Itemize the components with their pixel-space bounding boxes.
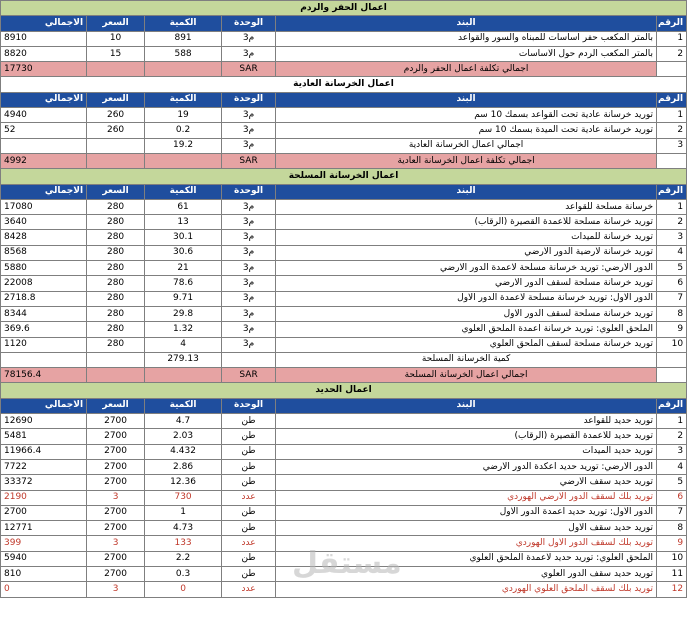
cell-total[interactable]: 22008 xyxy=(1,276,87,291)
cell-price[interactable]: 2700 xyxy=(87,459,145,474)
subtotal-row xyxy=(1,352,687,367)
cell-qty[interactable]: 4.432 xyxy=(145,444,222,459)
cell-qty[interactable] xyxy=(145,62,222,77)
section-title[interactable]: اعمال الحديد xyxy=(1,383,687,398)
cell-num[interactable]: 2 xyxy=(657,429,687,444)
section-title[interactable]: اعمال الحفر والردم xyxy=(1,1,687,16)
cell-total[interactable]: 8910 xyxy=(1,31,87,46)
column-header-row xyxy=(1,398,687,413)
cell-item[interactable]: توريد بلك لسقف الدور الارضي الهوردي xyxy=(276,490,657,505)
cell-unit[interactable]: م3 xyxy=(222,306,276,321)
cell-num[interactable]: 11 xyxy=(657,566,687,581)
table-row xyxy=(1,123,687,138)
cell-unit[interactable]: طن xyxy=(222,475,276,490)
header-unit[interactable]: الوحدة xyxy=(222,398,276,413)
cell-total[interactable]: 1120 xyxy=(1,337,87,352)
header-total[interactable]: الاجمالي xyxy=(1,16,87,31)
cell-num[interactable]: 12 xyxy=(657,582,687,597)
cell-total[interactable]: 12690 xyxy=(1,414,87,429)
cell-item[interactable]: توريد بلك لسقف الدور الاول الهوردي xyxy=(276,536,657,551)
header-item[interactable]: البند xyxy=(276,92,657,107)
cell-price[interactable] xyxy=(87,153,145,168)
cell-qty[interactable]: 588 xyxy=(145,46,222,61)
table-row xyxy=(1,108,687,123)
grand-total-row xyxy=(1,62,687,77)
header-num[interactable]: الرقم xyxy=(657,92,687,107)
section-title[interactable]: اعمال الخرسانة المسلحة xyxy=(1,169,687,184)
cell-qty[interactable]: 1.32 xyxy=(145,322,222,337)
cell-num[interactable]: 10 xyxy=(657,337,687,352)
cell-qty[interactable]: 0.3 xyxy=(145,566,222,581)
cell-price[interactable] xyxy=(87,62,145,77)
cell-total[interactable]: 8820 xyxy=(1,46,87,61)
cell-total[interactable]: 8344 xyxy=(1,306,87,321)
cell-unit[interactable]: طن xyxy=(222,459,276,474)
cell-item[interactable]: توريد خرسانة لارضية الدور الارضي xyxy=(276,245,657,260)
cell-total[interactable]: 4940 xyxy=(1,108,87,123)
cell-price[interactable]: 2700 xyxy=(87,444,145,459)
section-title-row xyxy=(1,383,687,398)
cell-num[interactable]: 4 xyxy=(657,459,687,474)
cell-num[interactable]: 5 xyxy=(657,475,687,490)
cell-qty[interactable]: 0.2 xyxy=(145,123,222,138)
cell-qty[interactable]: 133 xyxy=(145,536,222,551)
cell-num[interactable]: 2 xyxy=(657,46,687,61)
table-row xyxy=(1,46,687,61)
header-num[interactable]: الرقم xyxy=(657,398,687,413)
cell-item[interactable]: توريد خرسانة مسلحة لسقف الملحق العلوي xyxy=(276,337,657,352)
cell-price[interactable]: 280 xyxy=(87,245,145,260)
table-row xyxy=(1,582,687,597)
column-header-row xyxy=(1,184,687,199)
header-price[interactable]: السعر xyxy=(87,16,145,31)
cell-item[interactable]: الدور الارضي: توريد خرسانة مسلحة لاعمدة الدور الارضي xyxy=(276,261,657,276)
table-row xyxy=(1,261,687,276)
section-title-row xyxy=(1,77,687,92)
cell-qty[interactable]: 4.7 xyxy=(145,414,222,429)
cell-total[interactable]: 5940 xyxy=(1,551,87,566)
cell-total[interactable]: 810 xyxy=(1,566,87,581)
cell-item[interactable]: خرسانة مسلحة للقواعد xyxy=(276,199,657,214)
table-row xyxy=(1,199,687,214)
cell-item[interactable]: الملحق العلوي: توريد خرسانة اعمدة الملحق العلوي xyxy=(276,322,657,337)
cell-item[interactable]: توريد بلك لسقف الملحق العلوي الهوردي xyxy=(276,582,657,597)
table-row xyxy=(1,337,687,352)
cell-unit[interactable] xyxy=(222,352,276,367)
cell-qty[interactable]: 1 xyxy=(145,505,222,520)
cell-num[interactable]: 8 xyxy=(657,306,687,321)
cell-item[interactable]: توريد حديد الميدات xyxy=(276,444,657,459)
cell-price[interactable]: 2700 xyxy=(87,551,145,566)
table-row xyxy=(1,230,687,245)
cell-qty[interactable]: 2.03 xyxy=(145,429,222,444)
cell-unit[interactable]: م3 xyxy=(222,322,276,337)
cell-total[interactable]: 0 xyxy=(1,582,87,597)
cell-price[interactable]: 2700 xyxy=(87,521,145,536)
section-title-row xyxy=(1,169,687,184)
cell-total[interactable]: 8428 xyxy=(1,230,87,245)
header-total[interactable]: الاجمالي xyxy=(1,398,87,413)
cell-item[interactable]: توريد خرسانة مسلحة لسقف الدور الاول xyxy=(276,306,657,321)
cell-price[interactable] xyxy=(87,368,145,383)
header-total[interactable]: الاجمالي xyxy=(1,184,87,199)
cell-price[interactable]: 10 xyxy=(87,31,145,46)
cell-unit[interactable]: طن xyxy=(222,414,276,429)
cell-total[interactable]: 369.6 xyxy=(1,322,87,337)
column-header-row xyxy=(1,92,687,107)
cell-unit[interactable]: م3 xyxy=(222,138,276,153)
cell-total[interactable]: 2718.8 xyxy=(1,291,87,306)
cell-item[interactable]: اجمالي اعمال الخرسانة العادية xyxy=(276,138,657,153)
cell-item[interactable]: توريد خرسانة مسلحة لسقف الدور الارضي xyxy=(276,276,657,291)
cell-num[interactable]: 1 xyxy=(657,31,687,46)
cell-qty[interactable]: 9.71 xyxy=(145,291,222,306)
cell-price[interactable]: 280 xyxy=(87,291,145,306)
table-row xyxy=(1,444,687,459)
cell-num[interactable] xyxy=(657,368,687,383)
cell-total[interactable]: 2190 xyxy=(1,490,87,505)
header-item[interactable]: البند xyxy=(276,398,657,413)
cell-item[interactable]: توريد حديد سقف الدور العلوي xyxy=(276,566,657,581)
cell-unit[interactable]: م3 xyxy=(222,108,276,123)
cell-item[interactable]: توريد خرسانة عادية تحت الميدة بسمك 10 سم xyxy=(276,123,657,138)
cell-price[interactable]: 260 xyxy=(87,123,145,138)
cell-qty[interactable] xyxy=(145,153,222,168)
cell-num[interactable]: 9 xyxy=(657,322,687,337)
cell-item[interactable]: توريد حديد سقف الارضي xyxy=(276,475,657,490)
grand-total-value[interactable]: 17730 xyxy=(1,62,87,77)
cell-total[interactable]: 7722 xyxy=(1,459,87,474)
cell-qty[interactable]: 4 xyxy=(145,337,222,352)
cell-item[interactable]: توريد خرسانة مسلحة للاعمدة القصيرة (الرقاب) xyxy=(276,215,657,230)
header-total[interactable]: الاجمالي xyxy=(1,92,87,107)
watermark-logo: مستقل xyxy=(292,546,402,581)
cell-qty[interactable]: 29.8 xyxy=(145,306,222,321)
header-item[interactable]: البند xyxy=(276,184,657,199)
cell-price[interactable] xyxy=(87,352,145,367)
cell-qty[interactable]: 12.36 xyxy=(145,475,222,490)
cell-unit[interactable]: م3 xyxy=(222,245,276,260)
cell-item[interactable]: توريد خرسانة عادية تحت القواعد بسمك 10 سم xyxy=(276,108,657,123)
grand-total-label[interactable]: اجمالي اعمال الخرسانة المسلحة xyxy=(276,368,657,383)
table-body xyxy=(1,1,687,598)
cell-total[interactable]: 52 xyxy=(1,123,87,138)
cell-total[interactable]: 2700 xyxy=(1,505,87,520)
table-row xyxy=(1,505,687,520)
cell-price[interactable]: 280 xyxy=(87,337,145,352)
cell-unit[interactable]: عدد xyxy=(222,490,276,505)
cell-price[interactable]: 280 xyxy=(87,199,145,214)
header-price[interactable]: السعر xyxy=(87,184,145,199)
header-item[interactable]: البند xyxy=(276,16,657,31)
cell-qty[interactable]: 30.6 xyxy=(145,245,222,260)
cell-total[interactable]: 33372 xyxy=(1,475,87,490)
cell-num[interactable] xyxy=(657,62,687,77)
cell-qty[interactable]: 19.2 xyxy=(145,138,222,153)
cell-price[interactable]: 3 xyxy=(87,490,145,505)
header-qty[interactable]: الكمية xyxy=(145,184,222,199)
cell-price[interactable]: 15 xyxy=(87,46,145,61)
cell-num[interactable]: 5 xyxy=(657,261,687,276)
cell-item[interactable]: بالمتر المكعب الردم حول الاساسات xyxy=(276,46,657,61)
cell-total[interactable]: 5880 xyxy=(1,261,87,276)
cell-unit[interactable]: م3 xyxy=(222,46,276,61)
grand-total-label[interactable]: اجمالي تكلفة اعمال الحفر والردم xyxy=(276,62,657,77)
cell-price[interactable] xyxy=(87,138,145,153)
cell-qty[interactable]: 730 xyxy=(145,490,222,505)
cell-num[interactable] xyxy=(657,153,687,168)
cell-price[interactable]: 2700 xyxy=(87,475,145,490)
header-num[interactable]: الرقم xyxy=(657,184,687,199)
header-unit[interactable]: الوحدة xyxy=(222,184,276,199)
cell-qty[interactable]: 4.73 xyxy=(145,521,222,536)
table-row xyxy=(1,459,687,474)
cell-price[interactable]: 2700 xyxy=(87,414,145,429)
table-row xyxy=(1,306,687,321)
grand-total-label[interactable]: اجمالي تكلفة اعمال الخرسانة العادية xyxy=(276,153,657,168)
cell-num[interactable]: 1 xyxy=(657,414,687,429)
header-unit[interactable]: الوحدة xyxy=(222,92,276,107)
cell-price[interactable]: 280 xyxy=(87,306,145,321)
cell-total[interactable]: 11966.4 xyxy=(1,444,87,459)
table-row xyxy=(1,31,687,46)
cell-qty[interactable]: 2.86 xyxy=(145,459,222,474)
cell-qty[interactable] xyxy=(145,368,222,383)
header-qty[interactable]: الكمية xyxy=(145,92,222,107)
cell-price[interactable]: 3 xyxy=(87,536,145,551)
cell-qty[interactable]: 30.1 xyxy=(145,230,222,245)
table-row xyxy=(1,276,687,291)
cell-qty[interactable]: 61 xyxy=(145,199,222,214)
cell-total[interactable]: 8568 xyxy=(1,245,87,260)
cell-price[interactable]: 280 xyxy=(87,215,145,230)
cell-total[interactable] xyxy=(1,352,87,367)
table-row xyxy=(1,521,687,536)
cell-unit[interactable]: م3 xyxy=(222,215,276,230)
cell-num[interactable]: 2 xyxy=(657,123,687,138)
cell-item[interactable]: كمية الخرسانة المسلحة xyxy=(276,352,657,367)
cell-item[interactable]: الملحق العلوي: توريد حديد لاعمدة الملحق العلوي xyxy=(276,551,657,566)
grand-total-value[interactable]: 78156.4 xyxy=(1,368,87,383)
cell-qty[interactable]: 0 xyxy=(145,582,222,597)
cell-item[interactable]: توريد حديد سقف الاول xyxy=(276,521,657,536)
currency-label[interactable]: SAR xyxy=(222,368,276,383)
cell-num[interactable]: 9 xyxy=(657,536,687,551)
cell-unit[interactable]: م3 xyxy=(222,276,276,291)
cell-num[interactable]: 1 xyxy=(657,199,687,214)
cell-item[interactable]: توريد خرسانة للميدات xyxy=(276,230,657,245)
grand-total-value[interactable]: 4992 xyxy=(1,153,87,168)
cell-unit[interactable]: طن xyxy=(222,551,276,566)
cell-num[interactable]: 6 xyxy=(657,276,687,291)
cell-unit[interactable]: عدد xyxy=(222,536,276,551)
cell-num[interactable]: 7 xyxy=(657,291,687,306)
cell-item[interactable]: الدور الاول: توريد خرسانة مسلحة لاعمدة الدور الاول xyxy=(276,291,657,306)
cell-total[interactable]: 12771 xyxy=(1,521,87,536)
cell-unit[interactable]: م3 xyxy=(222,31,276,46)
cell-qty[interactable]: 2.2 xyxy=(145,551,222,566)
cell-unit[interactable]: طن xyxy=(222,521,276,536)
table-row xyxy=(1,551,687,566)
cell-qty[interactable]: 78.6 xyxy=(145,276,222,291)
cell-item[interactable]: الدور الارضي: توريد حديد اعكدة الدور الارضي xyxy=(276,459,657,474)
table-row xyxy=(1,245,687,260)
cell-unit[interactable]: م3 xyxy=(222,199,276,214)
cell-unit[interactable]: م3 xyxy=(222,261,276,276)
header-unit[interactable]: الوحدة xyxy=(222,16,276,31)
cell-price[interactable]: 280 xyxy=(87,276,145,291)
cell-total[interactable]: 17080 xyxy=(1,199,87,214)
cell-price[interactable]: 2700 xyxy=(87,566,145,581)
cell-unit[interactable]: م3 xyxy=(222,123,276,138)
header-qty[interactable]: الكمية xyxy=(145,398,222,413)
cell-num[interactable]: 3 xyxy=(657,138,687,153)
cell-total[interactable]: 5481 xyxy=(1,429,87,444)
cell-item[interactable]: بالمتر المكعب حفر اساسات للمبناه والسور والقواعد xyxy=(276,31,657,46)
cell-total[interactable]: 399 xyxy=(1,536,87,551)
cell-num[interactable]: 2 xyxy=(657,215,687,230)
cell-unit[interactable]: طن xyxy=(222,429,276,444)
grand-total-row xyxy=(1,368,687,383)
section-title-row xyxy=(1,1,687,16)
table-row xyxy=(1,475,687,490)
cell-qty[interactable]: 891 xyxy=(145,31,222,46)
column-header-row xyxy=(1,16,687,31)
table-row xyxy=(1,215,687,230)
cell-num[interactable]: 1 xyxy=(657,108,687,123)
cell-qty[interactable]: 13 xyxy=(145,215,222,230)
table-row xyxy=(1,291,687,306)
table-row xyxy=(1,566,687,581)
cell-price[interactable]: 260 xyxy=(87,108,145,123)
cell-price[interactable]: 280 xyxy=(87,230,145,245)
cell-num[interactable]: 4 xyxy=(657,245,687,260)
cell-num[interactable]: 6 xyxy=(657,490,687,505)
cell-unit[interactable]: م3 xyxy=(222,291,276,306)
cell-num[interactable]: 7 xyxy=(657,505,687,520)
cell-num[interactable] xyxy=(657,352,687,367)
header-price[interactable]: السعر xyxy=(87,398,145,413)
currency-label[interactable]: SAR xyxy=(222,62,276,77)
header-price[interactable]: السعر xyxy=(87,92,145,107)
cell-qty[interactable]: 19 xyxy=(145,108,222,123)
cell-total[interactable] xyxy=(1,138,87,153)
grand-total-row xyxy=(1,153,687,168)
cell-unit[interactable]: طن xyxy=(222,505,276,520)
cell-unit[interactable]: طن xyxy=(222,444,276,459)
cell-qty[interactable]: 279.13 xyxy=(145,352,222,367)
header-qty[interactable]: الكمية xyxy=(145,16,222,31)
currency-label[interactable]: SAR xyxy=(222,153,276,168)
cell-price[interactable]: 2700 xyxy=(87,505,145,520)
cell-num[interactable]: 3 xyxy=(657,230,687,245)
cell-item[interactable]: توريد حديد للقواعد xyxy=(276,414,657,429)
cell-unit[interactable]: طن xyxy=(222,566,276,581)
cell-item[interactable]: الدور الاول: توريد حديد اعمدة الدور الاول xyxy=(276,505,657,520)
table-row xyxy=(1,490,687,505)
cell-qty[interactable]: 21 xyxy=(145,261,222,276)
section-title[interactable]: اعمال الخرسانة العادية xyxy=(1,77,687,92)
cell-price[interactable]: 2700 xyxy=(87,429,145,444)
subtotal-row xyxy=(1,138,687,153)
header-num[interactable]: الرقم xyxy=(657,16,687,31)
cell-price[interactable]: 3 xyxy=(87,582,145,597)
cell-unit[interactable]: م3 xyxy=(222,230,276,245)
cell-unit[interactable]: م3 xyxy=(222,337,276,352)
table-row xyxy=(1,414,687,429)
table-row xyxy=(1,322,687,337)
cell-num[interactable]: 8 xyxy=(657,521,687,536)
table-row xyxy=(1,536,687,551)
cell-unit[interactable]: عدد xyxy=(222,582,276,597)
cell-num[interactable]: 3 xyxy=(657,444,687,459)
cell-total[interactable]: 3640 xyxy=(1,215,87,230)
cell-price[interactable]: 280 xyxy=(87,322,145,337)
cell-num[interactable]: 10 xyxy=(657,551,687,566)
cell-price[interactable]: 280 xyxy=(87,261,145,276)
cell-item[interactable]: توريد حديد للاعمدة القصيرة (الرقاب) xyxy=(276,429,657,444)
table-row xyxy=(1,429,687,444)
